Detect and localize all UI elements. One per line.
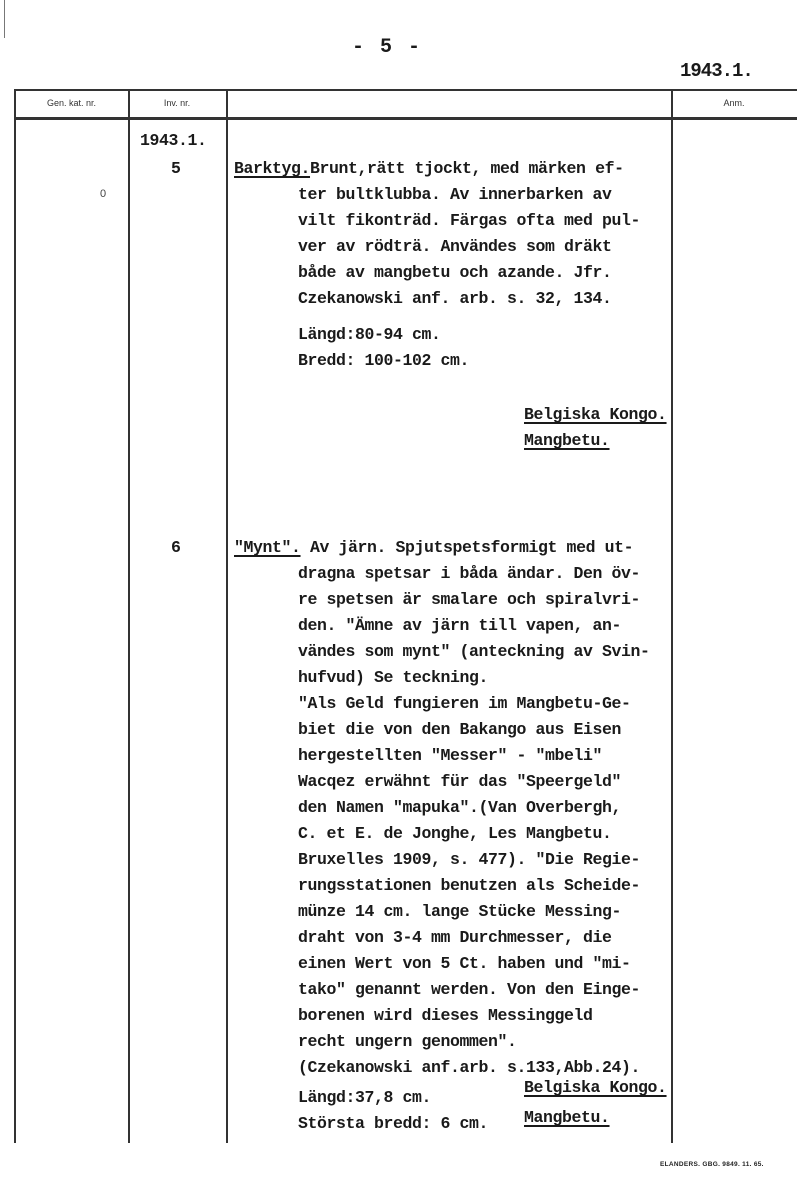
entry-accession: 1943.1.	[140, 131, 207, 150]
entry-region: Belgiska Kongo.	[524, 1078, 667, 1097]
divider-inv-desc	[226, 89, 228, 1143]
printer-imprint: ELANDERS. GBG. 9849. 11. 65.	[660, 1161, 764, 1168]
entry-line: C. et E. de Jonghe, Les Mangbetu.	[298, 824, 612, 843]
entry-first-line-text: Av järn. Spjutspetsformigt med ut-	[300, 538, 634, 557]
entry-line: (Czekanowski anf.arb. s.133,Abb.24).	[298, 1058, 641, 1077]
entry-line: hufvud) Se teckning.	[298, 668, 489, 687]
entry-line: "Als Geld fungieren im Mangbetu-Ge-	[298, 694, 631, 713]
entry-line: ter bultklubba. Av innerbarken av	[298, 185, 612, 204]
entry-line: Bruxelles 1909, s. 477). "Die Regie-	[298, 850, 641, 869]
entry-first-line	[234, 156, 624, 182]
entry-inv-nr: 6	[171, 538, 181, 557]
entry-line: einen Wert von 5 Ct. haben und "mi-	[298, 954, 631, 973]
entry-first-line-text: Brunt,rätt tjockt, med märken ef-	[310, 159, 624, 178]
entry-line: borenen wird dieses Messinggeld	[298, 1006, 593, 1025]
header-bottom-rule	[15, 117, 797, 120]
entry-line: Wacqez erwähnt für das "Speergeld"	[298, 772, 622, 791]
entry-length: Längd:37,8 cm.	[298, 1088, 432, 1107]
entry-inv-nr: 5	[171, 159, 181, 178]
entry-line: draht von 3-4 mm Durchmesser, die	[298, 928, 612, 947]
entry-people: Mangbetu.	[524, 431, 610, 450]
divider-desc-anm	[671, 89, 673, 1143]
entry-line: vändes som mynt" (anteckning av Svin-	[298, 642, 650, 661]
entry-line: münze 14 cm. lange Stücke Messing-	[298, 902, 622, 921]
entry-first-line	[234, 535, 633, 561]
entry-line: dragna spetsar i båda ändar. Den öv-	[298, 564, 641, 583]
header-anm: Anm.	[723, 98, 745, 108]
entry-line: vilt fikonträd. Färgas ofta med pul-	[298, 211, 641, 230]
header-gen-kat-nr: Gen. kat. nr.	[46, 98, 97, 108]
entry-line: biet die von den Bakango aus Eisen	[298, 720, 622, 739]
entry-line: hergestellten "Messer" - "mbeli"	[298, 746, 603, 765]
accession-number-header: 1943.1.	[680, 60, 753, 82]
entry-region: Belgiska Kongo.	[524, 405, 667, 424]
entry-width: Största bredd: 6 cm.	[298, 1114, 489, 1133]
entry-line: Czekanowski anf. arb. s. 32, 134.	[298, 289, 612, 308]
entry-line: den Namen "mapuka".(Van Overbergh,	[298, 798, 622, 817]
entry-line: re spetsen är smalare och spiralvri-	[298, 590, 641, 609]
entry-length: Längd:80-94 cm.	[298, 325, 441, 344]
entry-line: rungsstationen benutzen als Scheide-	[298, 876, 641, 895]
entry-title: "Mynt".	[234, 538, 301, 557]
divider-gen-inv	[128, 89, 130, 1143]
header-inv-nr: Inv. nr.	[163, 98, 191, 108]
entry-title: Barktyg.	[234, 159, 311, 178]
entry-line: ver av rödträ. Användes som dräkt	[298, 237, 612, 256]
entry-line: recht ungern genommen".	[298, 1032, 517, 1051]
entry-width: Bredd: 100-102 cm.	[298, 351, 470, 370]
page-number: - 5 -	[352, 36, 423, 59]
left-border	[14, 89, 16, 1143]
entry-line: den. "Ämne av järn till vapen, an-	[298, 616, 622, 635]
entry-line: tako" genannt werden. Von den Einge-	[298, 980, 641, 999]
entry-line: både av mangbetu och azande. Jfr.	[298, 263, 612, 282]
margin-line	[4, 0, 5, 38]
stray-mark: 0	[100, 188, 107, 200]
table-top-rule	[15, 89, 797, 91]
entry-people: Mangbetu.	[524, 1108, 610, 1127]
